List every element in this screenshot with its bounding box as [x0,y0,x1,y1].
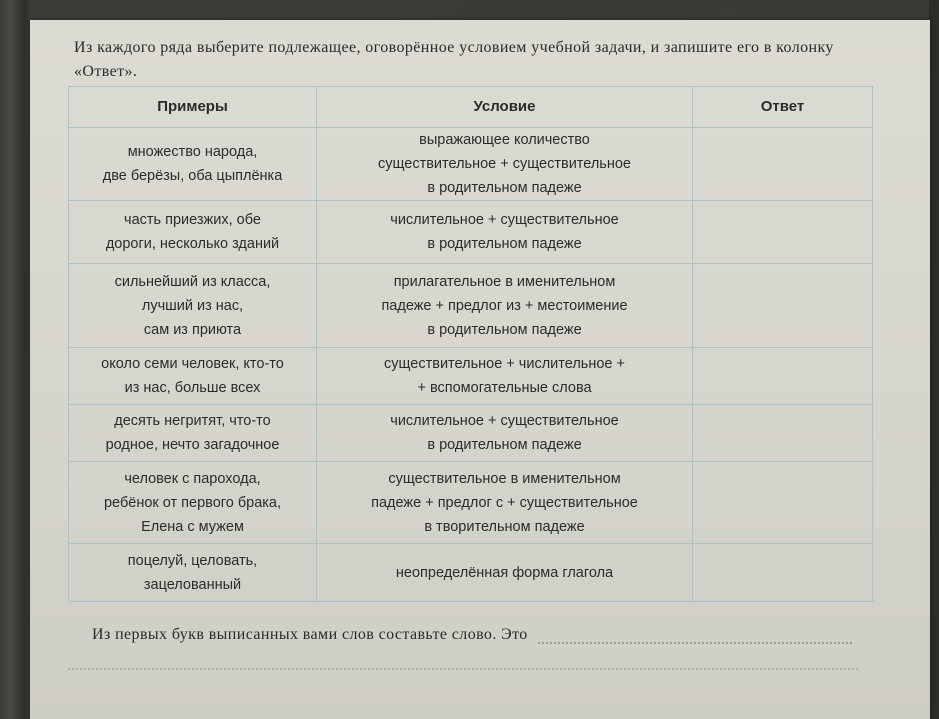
examples-cell: поцелуй, целовать, зацелованный [69,544,317,602]
examples-cell: десять негритят, что-то родное, нечто загадочное [69,405,317,462]
condition-cell: числительное + существительное в родительном падеже [317,201,693,264]
condition-cell: прилагательное в именительном падеже + предлог из + местоимение в родительном падеже [317,264,693,348]
table-row [69,264,873,348]
answer-cell[interactable] [693,462,873,544]
task-instruction: Из каждого ряда выберите подлежащее, оговорённое условием учебной задачи, и запишите его в колонку «Ответ». [74,39,834,80]
footer-text: Из первых букв выписанных вами слов составьте слово. Это [92,626,528,643]
header-examples: Примеры [69,87,317,128]
table-header-row [69,87,873,128]
condition-cell: неопределённая форма глагола [317,544,693,602]
footer-task [92,626,852,644]
header-answer: Ответ [693,87,873,128]
table-row [69,128,873,201]
header-condition: Условие [317,87,693,128]
examples-cell: около семи человек, кто-то из нас, больше всех [69,348,317,405]
examples-cell: человек с парохода, ребёнок от первого брака, Елена с мужем [69,462,317,544]
table-row [69,201,873,264]
answer-line-continued[interactable] [68,668,858,670]
answer-line[interactable] [538,628,852,644]
examples-cell: множество народа, две берёзы, оба цыплёнка [69,128,317,201]
condition-cell: числительное + существительное в родительном падеже [317,405,693,462]
workbook-page [30,20,930,719]
background-edge [929,0,939,719]
examples-cell: сильнейший из класса, лучший из нас, сам из приюта [69,264,317,348]
answer-cell[interactable] [693,201,873,264]
answer-cell[interactable] [693,348,873,405]
task-table [68,86,873,602]
answer-cell[interactable] [693,264,873,348]
answer-cell[interactable] [693,128,873,201]
condition-cell: существительное в именительном падеже + предлог с + существительное в творительном падеже [317,462,693,544]
table-row [69,405,873,462]
condition-cell: выражающее количество существительное + существительное в родительном падеже [317,128,693,201]
table-row [69,544,873,602]
answer-cell[interactable] [693,544,873,602]
examples-cell: часть приезжих, обе дороги, несколько зданий [69,201,317,264]
answer-cell[interactable] [693,405,873,462]
table-row [69,348,873,405]
table-row [69,462,873,544]
condition-cell: существительное + числительное + + вспомогательные слова [317,348,693,405]
